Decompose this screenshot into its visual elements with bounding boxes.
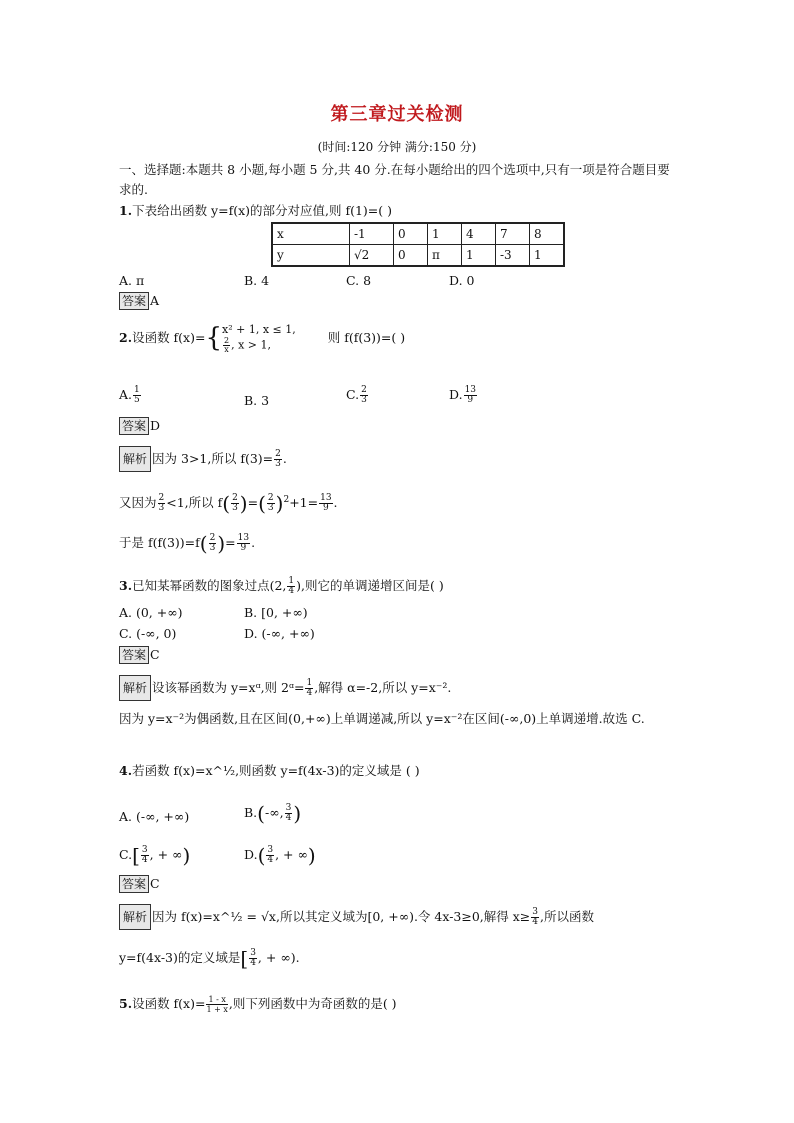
table-cell: 0 — [394, 223, 428, 245]
answer-value: C — [150, 647, 160, 662]
case-2: $\frac{2}{x}$ , x > 1, — [224, 336, 271, 354]
option-d: D. $\frac{13}{9}$ — [449, 385, 477, 405]
table-cell: √2 — [350, 245, 394, 267]
question-number: 4. — [119, 763, 133, 778]
question-number: 2. — [119, 330, 133, 345]
option-c: C. 8 — [346, 273, 372, 288]
question-number: 5. — [119, 996, 133, 1011]
answer-value: A — [150, 293, 160, 308]
case-1: x² + 1, x ≤ 1, — [222, 323, 296, 336]
analysis-line-1: 解析 因为 f(x)=x^½ = √x,所以其定义域为[0, +∞).令 4x-3≥0,解得 x≥ $\frac{3}{4}$ ,所以函数 — [119, 904, 594, 930]
question-number: 1. — [119, 203, 133, 218]
question-text: 下表给出函数 y=f(x)的部分对应值,则 f(1)=( ) — [132, 203, 392, 218]
question-4 — [119, 762, 420, 780]
question-text: 设函数 f(x)= — [132, 330, 206, 345]
table-cell: 0 — [394, 245, 428, 267]
question-1 — [119, 202, 392, 220]
option-a: A. (0, +∞) — [119, 605, 183, 620]
option-c: C.[ $\frac{3}{4}$ , + ∞) — [119, 843, 191, 868]
option-c: C. (-∞, 0) — [119, 626, 177, 641]
value-table — [271, 222, 565, 267]
answer-value: D — [150, 418, 161, 433]
analysis-line-1: 解析 因为 3>1,所以 f(3)= $\frac{2}{3}$ . — [119, 446, 287, 472]
analysis-line-3: 于是 f(f(3))=f( $\frac{2}{3}$ )= $\frac{13}{9}$ . — [119, 531, 256, 556]
option-b: B. [0, +∞) — [244, 605, 308, 620]
option-a: A. (-∞, +∞) — [119, 809, 190, 824]
option-b: B. 4 — [244, 273, 270, 288]
table-cell: 1 — [462, 245, 496, 267]
section-intro: 一、选择题:本题共 8 小题,每小题 5 分,共 40 分.在每小题给出的四个选项中,只有一项是符合题目要求的. — [119, 162, 670, 197]
table-cell: π — [428, 245, 462, 267]
question-text: 若函数 f(x)=x^½,则函数 y=f(4x-3)的定义域是 ( ) — [132, 763, 420, 778]
question-tail: 则 f(f(3))=( ) — [327, 330, 406, 345]
analysis-tag: 解析 — [119, 675, 151, 701]
answer-line — [119, 875, 160, 893]
piecewise-cases — [222, 322, 296, 354]
question-5: 5.设函数 f(x)= $\frac{1 - x}{1 + x}$ ,则下列函数中为奇函数的是( ) — [119, 995, 397, 1014]
option-a: A. π — [119, 273, 145, 288]
analysis-line-2: 又因为 $\frac{2}{3}$ <1,所以 f( $\frac{2}{3}$ )=( $\frac{2}{3}$ )$^2$+1= $\frac{13}{9}$ . — [119, 491, 338, 516]
option-a: A. $\frac{1}{5}$ — [119, 385, 140, 405]
table-row — [272, 223, 564, 245]
answer-line — [119, 646, 160, 664]
answer-line — [119, 292, 159, 310]
answer-tag: 答案 — [119, 417, 149, 435]
piecewise-brace: { — [205, 323, 222, 353]
option-c: C. $\frac{2}{3}$ — [346, 385, 367, 405]
page-title: 第三章过关检测 — [330, 104, 464, 125]
answer-tag: 答案 — [119, 646, 149, 664]
table-cell: x — [272, 223, 350, 245]
analysis-line-2: 因为 y=x⁻²为偶函数,且在区间(0,+∞)上单调递减,所以 y=x⁻²在区间(-∞,0)上单调递增.故选 C. — [119, 711, 645, 726]
table-cell: 1 — [428, 223, 462, 245]
table-cell: y — [272, 245, 350, 267]
question-2 — [119, 322, 405, 354]
option-d: D. (-∞, +∞) — [244, 626, 315, 641]
option-b: B.(-∞, $\frac{3}{4}$ ) — [244, 801, 302, 826]
answer-tag: 答案 — [119, 875, 149, 893]
question-3: 3.已知某幂函数的图象过点(2, $\frac{1}{4}$ ),则它的单调递增区间是( ) — [119, 576, 444, 596]
analysis-tag: 解析 — [119, 446, 151, 472]
option-d: D. 0 — [449, 273, 475, 288]
answer-tag: 答案 — [119, 292, 149, 310]
exam-subtitle: (时间:120 分钟 满分:150 分) — [317, 140, 477, 154]
answer-value: C — [150, 876, 160, 891]
analysis-line-2: y=f(4x-3)的定义域是[ $\frac{3}{4}$ , + ∞). — [119, 946, 300, 971]
table-cell: 7 — [496, 223, 530, 245]
table-row — [272, 245, 564, 267]
table-cell: 8 — [530, 223, 565, 245]
table-cell: -1 — [350, 223, 394, 245]
analysis-line-1: 解析 设该幂函数为 y=xᵅ,则 2ᵅ= $\frac{1}{4}$ ,解得 α=-2,所以 y=x⁻². — [119, 675, 451, 701]
table-cell: -3 — [496, 245, 530, 267]
option-d: D.( $\frac{3}{4}$ , + ∞) — [244, 843, 316, 868]
table-cell: 1 — [530, 245, 565, 267]
option-b: B. 3 — [244, 393, 270, 408]
question-number: 3. — [119, 578, 133, 593]
analysis-tag: 解析 — [119, 904, 151, 930]
answer-line — [119, 417, 160, 435]
table-cell: 4 — [462, 223, 496, 245]
